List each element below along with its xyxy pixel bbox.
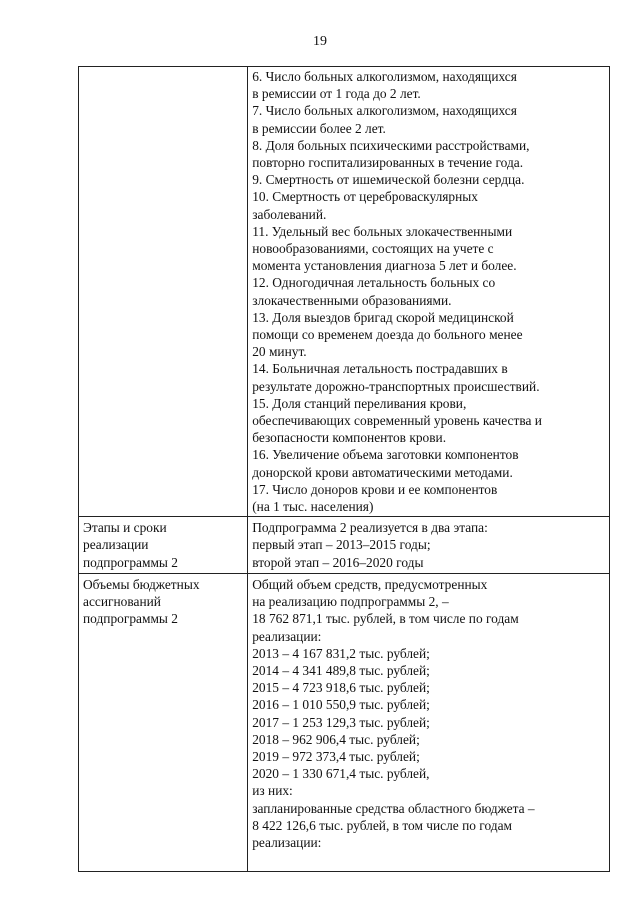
program-table <box>78 66 610 872</box>
cell-text-line: Этапы и сроки <box>83 520 167 536</box>
cell-text-line: помощи со временем доезда до больного менее <box>252 327 523 343</box>
cell-text-line: из них: <box>252 783 293 799</box>
cell-text-line: безопасности компонентов крови. <box>252 430 447 446</box>
cell-text-line: обеспечивающих современный уровень качества и <box>252 413 542 429</box>
cell-text-line: 10. Смертность от цереброваскулярных <box>252 189 478 205</box>
cell-text-line: заболеваний. <box>252 206 327 222</box>
cell-text-line: 16. Увеличение объема заготовки компонентов <box>252 447 519 463</box>
cell-text-line: первый этап – 2013–2015 годы; <box>252 537 431 553</box>
cell-text-line: реализации <box>83 537 149 553</box>
cell-text-line: 2015 – 4 723 918,6 тыс. рублей; <box>252 680 430 696</box>
cell-text-line: 6. Число больных алкоголизмом, находящихся <box>252 69 517 84</box>
cell-text-line: 2020 – 1 330 671,4 тыс. рублей, <box>252 766 430 782</box>
row-3-right-cell <box>248 573 610 871</box>
cell-text-line: 2017 – 1 253 129,3 тыс. рублей; <box>252 714 430 730</box>
row-1-left-cell <box>79 67 248 517</box>
cell-text-line: реализации: <box>252 628 322 644</box>
cell-text-line: подпрограммы 2 <box>83 611 178 627</box>
cell-text-line: в ремиссии более 2 лет. <box>252 120 386 136</box>
cell-text-line: (на 1 тыс. населения) <box>252 499 374 515</box>
cell-text-line: 8 422 126,6 тыс. рублей, в том числе по годам <box>252 817 512 833</box>
cell-text-line: новообразованиями, состоящих на учете с <box>252 241 494 257</box>
cell-text-line: 12. Одногодичная летальность больных со <box>252 275 496 291</box>
cell-text-line: 9. Смертность от ишемической болезни сердца. <box>252 172 525 188</box>
cell-text-line: повторно госпитализированных в течение года. <box>252 155 524 171</box>
cell-text-line: 2013 – 4 167 831,2 тыс. рублей; <box>252 645 430 661</box>
cell-text-line: Подпрограмма 2 реализуется в два этапа: <box>252 520 488 536</box>
cell-text-line: Общий объем средств, предусмотренных <box>252 576 488 592</box>
cell-text-line: 8. Доля больных психическими расстройствами, <box>252 137 530 153</box>
cell-text-line: 18 762 871,1 тыс. рублей, в том числе по годам <box>252 611 519 627</box>
cell-text-line: 11. Удельный вес больных злокачественными <box>252 223 513 239</box>
cell-text-line: 2019 – 972 373,4 тыс. рублей; <box>252 748 420 764</box>
cell-text-line: 13. Доля выездов бригад скорой медицинской <box>252 309 514 325</box>
cell-text-line: 7. Число больных алкоголизмом, находящихся <box>252 103 517 119</box>
cell-text-line: ассигнований <box>83 594 161 610</box>
table-row-stages <box>79 517 610 574</box>
page-number: 19 <box>313 34 327 49</box>
cell-text-line: запланированные средства областного бюджета – <box>252 800 535 816</box>
cell-text-line: 17. Число доноров крови и ее компонентов <box>252 481 498 497</box>
cell-text-line: реализации: <box>252 834 322 850</box>
row-1-right-cell <box>248 67 610 517</box>
cell-text-line: 14. Больничная летальность пострадавших в <box>252 361 508 377</box>
cell-text-line: злокачественными образованиями. <box>252 292 452 308</box>
cell-text-line: 2016 – 1 010 550,9 тыс. рублей; <box>252 697 430 713</box>
cell-text-line: 15. Доля станций переливания крови, <box>252 395 467 411</box>
row-2-left-cell <box>79 517 248 574</box>
cell-text-line: Объемы бюджетных <box>83 576 200 592</box>
cell-text-line: на реализацию подпрограммы 2, – <box>252 594 449 610</box>
row-3-left-cell <box>79 573 248 871</box>
cell-text-line: подпрограммы 2 <box>83 554 178 570</box>
table-row-budget <box>79 573 610 871</box>
table-row-indicators <box>79 67 610 517</box>
cell-text-line: донорской крови автоматическими методами. <box>252 464 513 480</box>
cell-text-line: 2018 – 962 906,4 тыс. рублей; <box>252 731 420 747</box>
cell-text-line: 2014 – 4 341 489,8 тыс. рублей; <box>252 662 430 678</box>
cell-text-line: в ремиссии от 1 года до 2 лет. <box>252 86 421 102</box>
cell-text-line: 20 минут. <box>252 344 307 360</box>
cell-text-line: момента установления диагноза 5 лет и более. <box>252 258 517 274</box>
cell-text-line: второй этап – 2016–2020 годы <box>252 554 424 570</box>
cell-text-line: результате дорожно-транспортных происшествий. <box>252 378 540 394</box>
row-2-right-cell <box>248 517 610 574</box>
